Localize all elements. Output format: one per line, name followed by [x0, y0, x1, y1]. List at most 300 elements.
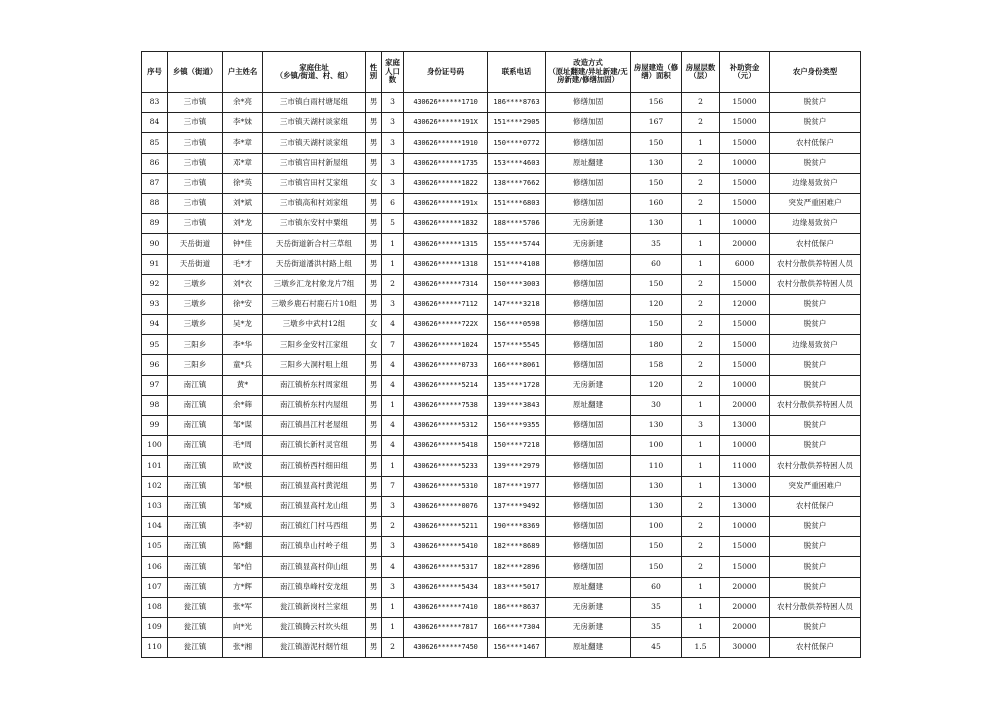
cell-id-number: 430626******5418	[404, 436, 488, 456]
table-row	[142, 254, 861, 274]
cell-family-size: 1	[382, 597, 404, 617]
cell-gender: 男	[366, 193, 382, 213]
cell-family-size: 4	[382, 315, 404, 335]
cell-household-type: 脱贫户	[770, 436, 861, 456]
cell-phone: 151****2905	[488, 113, 546, 133]
cell-address: 南江镇桥西村细田组	[263, 456, 366, 476]
cell-floors: 2	[682, 516, 720, 536]
cell-renovation-method: 修缮加固	[546, 355, 631, 375]
cell-householder: 徐*英	[223, 173, 263, 193]
table-row	[142, 173, 861, 193]
table-row	[142, 557, 861, 577]
cell-family-size: 3	[382, 133, 404, 153]
cell-id-number: 430626******191X	[404, 113, 488, 133]
cell-area: 120	[631, 375, 682, 395]
cell-index: 97	[142, 375, 168, 395]
cell-township: 南江镇	[168, 496, 223, 516]
cell-subsidy: 15000	[720, 173, 770, 193]
table-row	[142, 315, 861, 335]
cell-renovation-method: 原址翻建	[546, 395, 631, 415]
cell-floors: 1	[682, 597, 720, 617]
cell-area: 180	[631, 335, 682, 355]
cell-renovation-method: 无房新建	[546, 214, 631, 234]
header-col-household-type: 农户身份类型	[770, 52, 861, 93]
cell-phone: 157****5545	[488, 335, 546, 355]
cell-id-number: 430626******7314	[404, 274, 488, 294]
cell-address: 南江镇阜山村岭子组	[263, 537, 366, 557]
cell-phone: 151****4108	[488, 254, 546, 274]
cell-index: 99	[142, 416, 168, 436]
cell-householder: 吴*龙	[223, 315, 263, 335]
cell-household-type: 农村分散供养特困人员	[770, 395, 861, 415]
cell-householder: 方*辉	[223, 577, 263, 597]
cell-floors: 1	[682, 456, 720, 476]
cell-address: 南江镇显高村仰山组	[263, 557, 366, 577]
cell-phone: 147****3218	[488, 294, 546, 314]
cell-phone: 166****8061	[488, 355, 546, 375]
table-row	[142, 577, 861, 597]
cell-subsidy: 15000	[720, 335, 770, 355]
cell-subsidy: 15000	[720, 93, 770, 113]
cell-id-number: 430626******722X	[404, 315, 488, 335]
cell-phone: 150****7218	[488, 436, 546, 456]
header-col-id-number: 身份证号码	[404, 52, 488, 93]
cell-area: 35	[631, 617, 682, 637]
cell-area: 35	[631, 234, 682, 254]
cell-phone: 190****8369	[488, 516, 546, 536]
cell-township: 南江镇	[168, 537, 223, 557]
cell-renovation-method: 修缮加固	[546, 274, 631, 294]
cell-family-size: 2	[382, 638, 404, 658]
cell-floors: 2	[682, 294, 720, 314]
table-row	[142, 274, 861, 294]
cell-id-number: 430626******5434	[404, 577, 488, 597]
cell-id-number: 430626******191x	[404, 193, 488, 213]
table-row	[142, 234, 861, 254]
cell-family-size: 6	[382, 193, 404, 213]
cell-index: 102	[142, 476, 168, 496]
cell-householder: 余*筛	[223, 395, 263, 415]
cell-index: 85	[142, 133, 168, 153]
table-row	[142, 476, 861, 496]
cell-floors: 1	[682, 577, 720, 597]
cell-subsidy: 11000	[720, 456, 770, 476]
cell-renovation-method: 修缮加固	[546, 173, 631, 193]
cell-renovation-method: 修缮加固	[546, 496, 631, 516]
cell-gender: 男	[366, 557, 382, 577]
cell-phone: 155****5744	[488, 234, 546, 254]
cell-subsidy: 13000	[720, 416, 770, 436]
table-row	[142, 617, 861, 637]
cell-householder: 毛*才	[223, 254, 263, 274]
cell-township: 三墩乡	[168, 294, 223, 314]
cell-index: 89	[142, 214, 168, 234]
table-row	[142, 416, 861, 436]
cell-family-size: 3	[382, 537, 404, 557]
cell-address: 南江镇显高村龙山组	[263, 496, 366, 516]
cell-area: 120	[631, 294, 682, 314]
cell-id-number: 430626******5214	[404, 375, 488, 395]
cell-renovation-method: 无房新建	[546, 375, 631, 395]
cell-id-number: 430626******1910	[404, 133, 488, 153]
cell-area: 130	[631, 496, 682, 516]
cell-area: 100	[631, 436, 682, 456]
cell-township: 南江镇	[168, 436, 223, 456]
cell-address: 瓮江镇腾云村坎头组	[263, 617, 366, 637]
cell-floors: 1	[682, 476, 720, 496]
cell-household-type: 脱贫户	[770, 416, 861, 436]
cell-gender: 男	[366, 153, 382, 173]
cell-family-size: 1	[382, 234, 404, 254]
cell-phone: 188****5706	[488, 214, 546, 234]
cell-floors: 1	[682, 395, 720, 415]
cell-renovation-method: 修缮加固	[546, 557, 631, 577]
cell-floors: 3	[682, 416, 720, 436]
cell-phone: 139****2979	[488, 456, 546, 476]
cell-phone: 139****3843	[488, 395, 546, 415]
cell-household-type: 脱贫户	[770, 375, 861, 395]
cell-township: 南江镇	[168, 476, 223, 496]
cell-index: 87	[142, 173, 168, 193]
cell-floors: 2	[682, 93, 720, 113]
cell-phone: 150****3003	[488, 274, 546, 294]
table-row	[142, 436, 861, 456]
header-col-index: 序号	[142, 52, 168, 93]
cell-family-size: 1	[382, 456, 404, 476]
cell-index: 105	[142, 537, 168, 557]
cell-household-type: 农村分散供养特困人员	[770, 597, 861, 617]
cell-family-size: 3	[382, 577, 404, 597]
cell-subsidy: 10000	[720, 516, 770, 536]
cell-index: 103	[142, 496, 168, 516]
cell-phone: 150****0772	[488, 133, 546, 153]
cell-subsidy: 15000	[720, 315, 770, 335]
cell-gender: 男	[366, 254, 382, 274]
table-row	[142, 375, 861, 395]
cell-address: 瓮江镇游泥村烟竹组	[263, 638, 366, 658]
table-row	[142, 597, 861, 617]
cell-family-size: 3	[382, 153, 404, 173]
cell-family-size: 7	[382, 335, 404, 355]
cell-area: 130	[631, 416, 682, 436]
cell-family-size: 3	[382, 294, 404, 314]
cell-gender: 女	[366, 315, 382, 335]
cell-family-size: 4	[382, 355, 404, 375]
cell-household-type: 农村分散供养特困人员	[770, 254, 861, 274]
cell-area: 35	[631, 597, 682, 617]
cell-township: 南江镇	[168, 577, 223, 597]
cell-township: 三阳乡	[168, 355, 223, 375]
cell-area: 130	[631, 153, 682, 173]
cell-township: 南江镇	[168, 416, 223, 436]
cell-area: 158	[631, 355, 682, 375]
cell-householder: 向*光	[223, 617, 263, 637]
cell-index: 108	[142, 597, 168, 617]
cell-subsidy: 15000	[720, 133, 770, 153]
cell-householder: 钟*佳	[223, 234, 263, 254]
cell-floors: 2	[682, 375, 720, 395]
cell-area: 150	[631, 133, 682, 153]
cell-renovation-method: 无房新建	[546, 597, 631, 617]
cell-phone: 153****4603	[488, 153, 546, 173]
cell-address: 瓮江镇新岗村兰家组	[263, 597, 366, 617]
cell-area: 30	[631, 395, 682, 415]
header-col-township: 乡镇（街道）	[168, 52, 223, 93]
cell-address: 三阳乡大洞村咀上组	[263, 355, 366, 375]
cell-township: 三市镇	[168, 214, 223, 234]
cell-area: 45	[631, 638, 682, 658]
cell-township: 三市镇	[168, 113, 223, 133]
cell-area: 150	[631, 315, 682, 335]
cell-gender: 男	[366, 597, 382, 617]
cell-phone: 187****1977	[488, 476, 546, 496]
cell-household-type: 脱贫户	[770, 516, 861, 536]
cell-index: 92	[142, 274, 168, 294]
cell-renovation-method: 修缮加固	[546, 133, 631, 153]
header-row	[142, 52, 861, 93]
cell-renovation-method: 修缮加固	[546, 254, 631, 274]
cell-household-type: 边缘易致贫户	[770, 173, 861, 193]
cell-index: 83	[142, 93, 168, 113]
cell-township: 三市镇	[168, 193, 223, 213]
cell-id-number: 430626******1735	[404, 153, 488, 173]
cell-householder: 余*亮	[223, 93, 263, 113]
cell-floors: 1	[682, 617, 720, 637]
cell-id-number: 430626******7112	[404, 294, 488, 314]
cell-township: 三市镇	[168, 153, 223, 173]
cell-township: 三市镇	[168, 173, 223, 193]
cell-floors: 2	[682, 173, 720, 193]
cell-township: 瓮江镇	[168, 617, 223, 637]
header-col-floors: 房屋层数（层）	[682, 52, 720, 93]
cell-floors: 2	[682, 355, 720, 375]
cell-renovation-method: 修缮加固	[546, 335, 631, 355]
cell-householder: 邹*伯	[223, 557, 263, 577]
table-row	[142, 456, 861, 476]
cell-index: 94	[142, 315, 168, 335]
cell-gender: 男	[366, 456, 382, 476]
cell-householder: 刘*衣	[223, 274, 263, 294]
cell-family-size: 2	[382, 516, 404, 536]
cell-household-type: 边缘易致贫户	[770, 214, 861, 234]
cell-address: 三市镇白雨村塘尾组	[263, 93, 366, 113]
cell-family-size: 5	[382, 214, 404, 234]
table-row	[142, 193, 861, 213]
cell-subsidy: 13000	[720, 476, 770, 496]
cell-family-size: 3	[382, 113, 404, 133]
cell-index: 90	[142, 234, 168, 254]
cell-householder: 邹*根	[223, 476, 263, 496]
cell-gender: 男	[366, 355, 382, 375]
cell-township: 三墩乡	[168, 315, 223, 335]
header-col-phone: 联系电话	[488, 52, 546, 93]
cell-id-number: 430626******7817	[404, 617, 488, 637]
cell-household-type: 脱贫户	[770, 355, 861, 375]
cell-id-number: 430626******1832	[404, 214, 488, 234]
cell-renovation-method: 无房新建	[546, 617, 631, 637]
cell-household-type: 突发严重困难户	[770, 476, 861, 496]
cell-household-type: 脱贫户	[770, 315, 861, 335]
cell-id-number: 430626******5317	[404, 557, 488, 577]
cell-index: 101	[142, 456, 168, 476]
cell-subsidy: 10000	[720, 436, 770, 456]
cell-subsidy: 20000	[720, 395, 770, 415]
cell-index: 110	[142, 638, 168, 658]
cell-phone: 156****1467	[488, 638, 546, 658]
cell-householder: 李*妹	[223, 113, 263, 133]
table-body	[142, 93, 861, 658]
cell-phone: 138****7662	[488, 173, 546, 193]
cell-subsidy: 15000	[720, 557, 770, 577]
cell-renovation-method: 修缮加固	[546, 315, 631, 335]
cell-id-number: 430626******5310	[404, 476, 488, 496]
cell-gender: 男	[366, 476, 382, 496]
cell-renovation-method: 修缮加固	[546, 113, 631, 133]
cell-gender: 男	[366, 638, 382, 658]
cell-renovation-method: 修缮加固	[546, 516, 631, 536]
cell-floors: 1	[682, 436, 720, 456]
cell-area: 110	[631, 456, 682, 476]
cell-subsidy: 6000	[720, 254, 770, 274]
cell-renovation-method: 原址翻建	[546, 638, 631, 658]
household-table	[141, 51, 861, 658]
cell-family-size: 3	[382, 496, 404, 516]
cell-renovation-method: 修缮加固	[546, 93, 631, 113]
cell-renovation-method: 修缮加固	[546, 476, 631, 496]
cell-gender: 男	[366, 436, 382, 456]
cell-address: 南江镇长新村灵官组	[263, 436, 366, 456]
cell-township: 南江镇	[168, 557, 223, 577]
cell-id-number: 430626******5233	[404, 456, 488, 476]
cell-address: 三墩乡中武村12组	[263, 315, 366, 335]
cell-id-number: 430626******0076	[404, 496, 488, 516]
cell-householder: 黄*	[223, 375, 263, 395]
table-row	[142, 496, 861, 516]
cell-householder: 童*兵	[223, 355, 263, 375]
cell-area: 60	[631, 577, 682, 597]
cell-gender: 男	[366, 93, 382, 113]
table-row	[142, 93, 861, 113]
cell-floors: 1	[682, 254, 720, 274]
cell-address: 三市镇官田村新屋组	[263, 153, 366, 173]
table-row	[142, 214, 861, 234]
cell-address: 三阳乡金安村江家组	[263, 335, 366, 355]
cell-gender: 男	[366, 375, 382, 395]
table-row	[142, 335, 861, 355]
cell-gender: 男	[366, 234, 382, 254]
cell-householder: 徐*安	[223, 294, 263, 314]
header-col-area: 房屋建造（修缮）面积	[631, 52, 682, 93]
cell-family-size: 3	[382, 93, 404, 113]
cell-phone: 156****0598	[488, 315, 546, 335]
cell-gender: 男	[366, 496, 382, 516]
cell-gender: 女	[366, 335, 382, 355]
cell-index: 109	[142, 617, 168, 637]
cell-family-size: 4	[382, 416, 404, 436]
cell-family-size: 4	[382, 557, 404, 577]
cell-floors: 2	[682, 496, 720, 516]
cell-subsidy: 15000	[720, 193, 770, 213]
cell-floors: 2	[682, 315, 720, 335]
cell-address: 南江镇桥东村周家组	[263, 375, 366, 395]
header-col-family-size: 家庭人口数	[382, 52, 404, 93]
cell-id-number: 430626******5410	[404, 537, 488, 557]
cell-gender: 男	[366, 294, 382, 314]
cell-floors: 1.5	[682, 638, 720, 658]
cell-id-number: 430626******0733	[404, 355, 488, 375]
cell-householder: 欧*波	[223, 456, 263, 476]
cell-subsidy: 20000	[720, 597, 770, 617]
header-col-householder: 户主姓名	[223, 52, 263, 93]
cell-index: 100	[142, 436, 168, 456]
cell-householder: 李*初	[223, 516, 263, 536]
cell-id-number: 430626******1024	[404, 335, 488, 355]
cell-gender: 男	[366, 516, 382, 536]
table-row	[142, 153, 861, 173]
cell-householder: 邹*威	[223, 496, 263, 516]
cell-subsidy: 15000	[720, 274, 770, 294]
table-row	[142, 133, 861, 153]
cell-id-number: 430626******5211	[404, 516, 488, 536]
cell-area: 150	[631, 557, 682, 577]
cell-household-type: 脱贫户	[770, 577, 861, 597]
cell-gender: 男	[366, 214, 382, 234]
cell-index: 96	[142, 355, 168, 375]
cell-household-type: 农村分散供养特困人员	[770, 274, 861, 294]
cell-address: 三墩乡汇龙村象龙片7组	[263, 274, 366, 294]
cell-phone: 182****8689	[488, 537, 546, 557]
cell-address: 三市镇天湖村谈家组	[263, 133, 366, 153]
cell-household-type: 突发严重困难户	[770, 193, 861, 213]
cell-township: 三市镇	[168, 133, 223, 153]
cell-index: 98	[142, 395, 168, 415]
cell-floors: 2	[682, 153, 720, 173]
cell-floors: 2	[682, 193, 720, 213]
cell-area: 150	[631, 173, 682, 193]
cell-renovation-method: 修缮加固	[546, 416, 631, 436]
cell-area: 150	[631, 537, 682, 557]
cell-township: 天岳街道	[168, 254, 223, 274]
cell-family-size: 1	[382, 254, 404, 274]
cell-phone: 156****9355	[488, 416, 546, 436]
cell-address: 南江镇桥东村内屋组	[263, 395, 366, 415]
cell-index: 86	[142, 153, 168, 173]
cell-gender: 男	[366, 617, 382, 637]
cell-household-type: 农村分散供养特困人员	[770, 456, 861, 476]
cell-household-type: 脱贫户	[770, 617, 861, 637]
table-row	[142, 113, 861, 133]
cell-township: 瓮江镇	[168, 597, 223, 617]
cell-index: 95	[142, 335, 168, 355]
header-col-gender: 性别	[366, 52, 382, 93]
cell-householder: 李*华	[223, 335, 263, 355]
cell-household-type: 农村低保户	[770, 496, 861, 516]
cell-township: 南江镇	[168, 456, 223, 476]
table-row	[142, 355, 861, 375]
cell-floors: 2	[682, 557, 720, 577]
cell-householder: 刘*龙	[223, 214, 263, 234]
cell-renovation-method: 修缮加固	[546, 193, 631, 213]
cell-gender: 男	[366, 133, 382, 153]
cell-gender: 男	[366, 416, 382, 436]
table-row	[142, 638, 861, 658]
cell-household-type: 脱贫户	[770, 557, 861, 577]
cell-address: 南江镇阜峰村安龙组	[263, 577, 366, 597]
cell-renovation-method: 修缮加固	[546, 537, 631, 557]
cell-floors: 2	[682, 537, 720, 557]
cell-household-type: 脱贫户	[770, 294, 861, 314]
table-row	[142, 294, 861, 314]
